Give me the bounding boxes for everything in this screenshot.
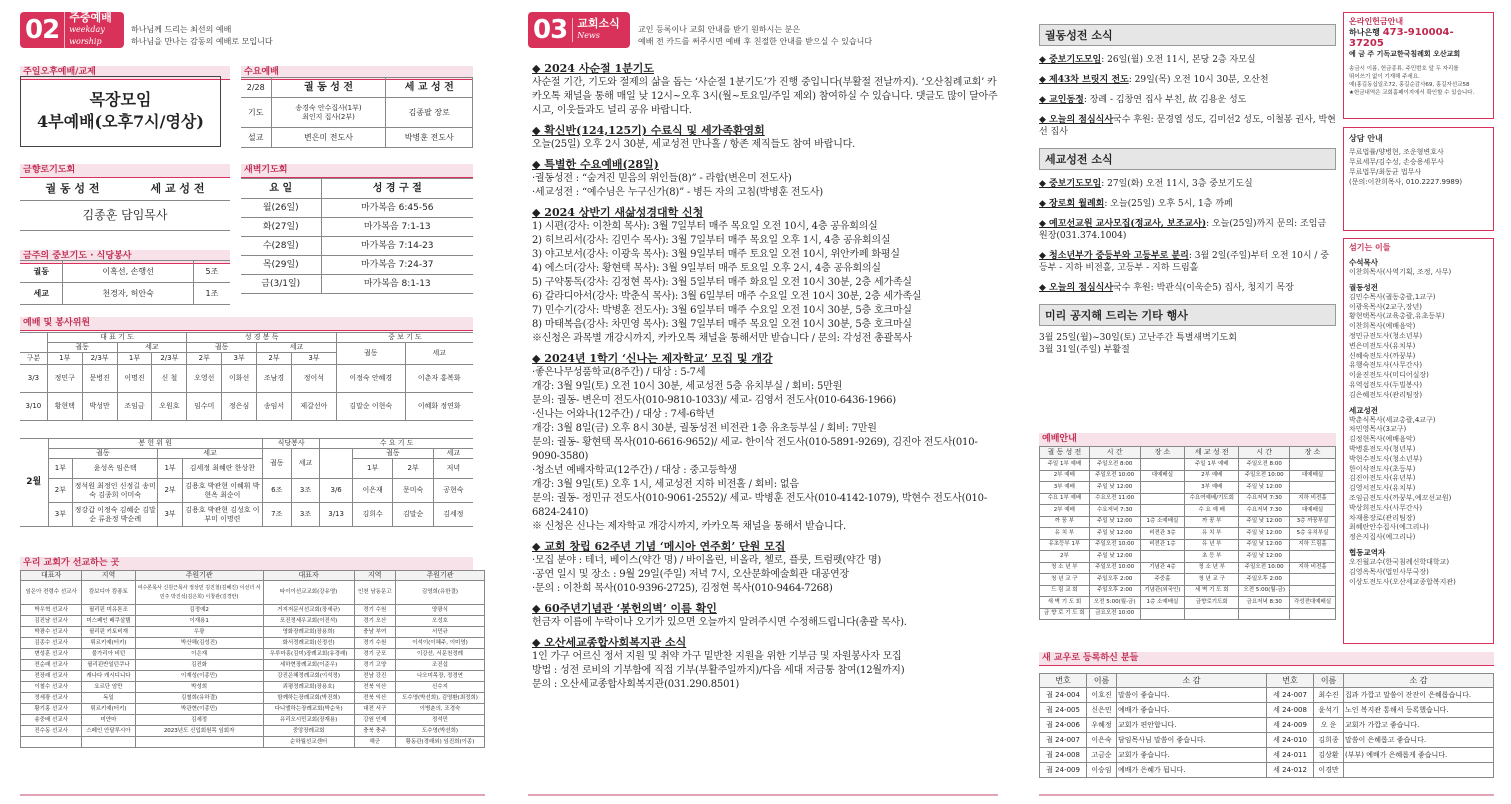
section-title-en: weekday worship [69,25,105,46]
news-item: ◆ 제43차 브릿지 전도: 29일(목) 오전 10시 30분, 오산천 [1039,75,1269,85]
news-item: ◆ 중보기도모임: 27일(화) 오전 11시, 3층 중보기도실 [1039,179,1253,189]
counsel-box: 상담 안내 무료법률/양병현, 조운형변호사 무료세무/김수성, 손승용세무사 무료법무/최동균 법무사 (문의:이찬희목사, 010.2227.9989) [1343,127,1494,231]
article-text: 5) 구약통독(강사: 김정현 목사): 3월 5일부터 매주 화요일 오전 10시 30분, 2층 세가족실 [532,277,912,288]
staff-item: 박춘식목사(세교총괄,4교구) [1349,415,1436,424]
section-badge [528,12,630,48]
article-text: 3) 야고보서(강사: 이광욱 목사): 3월 9일부터 매주 토요일 오전 10시, 위안카페 화평실 [532,249,900,260]
news-item: ◆ 오늘의 점심식사국수 후원: 문경열 성도, 김미선2 성도, 이철봉 권사, 박현선 집사 [1039,115,1336,137]
table-row: 수요 1부 예배 수요오전 11:00 수요여예배/기도회 수요저녁 7:30 지하 비전홀 [1040,493,1336,505]
article-heading: ◆ 2024 사순절 1분기도 [532,62,654,75]
article-text: 문의 : 오산세교종합사회복지관(031.290.8501) [532,679,740,690]
article-text: ·문의 : 이찬희 목사(010-9396-2725), 김정현 목사(010-9464-7268) [532,583,833,594]
article-text: ·신나는 어와나(12주간) / 대상 : 7세-6학년 [532,409,715,420]
staff-item: 이윤진전도사(미디어실장) [1349,371,1429,380]
article-text: 1인 가구 어르신 정서 지원 및 취약 가구 밑반찬 지원을 위한 기부금 및 자원봉사자 모집 [532,651,902,662]
staff-item: 이광욱목사(2교구,장년) [1349,302,1422,311]
article-text: 문의: 궐동- 변은미 전도사(010-9810-1033)/ 세교- 김영서 전도사(010-6436-1966) [532,395,896,406]
article-heading: ◆ 2024 상반기 새삶성경대학 신청 [532,206,704,219]
table-row: 새 벽 기 도 회 오전 5:00(월-금) 1층 소예배실 금향로기도회 금요저녁 8:30 각성전대예배실 [1040,597,1336,609]
wed-section-title: 수요예배 [241,66,473,80]
article-text: 방법 : 성전 로비의 기부함에 직접 기부(부활주일까지)/다음 세대 저금통 참여(12월까지) [532,665,905,676]
staff-group-title: 세교성전 [1349,405,1378,415]
staff-item: 최혜란안수집사(예그리나) [1349,523,1429,532]
staff-item: 김영서전도사(유치부) [1349,484,1416,493]
section-title: 교회소식 [577,17,620,30]
page-03-news [528,0,998,804]
article-text: 1) 시편(강사: 이찬희 목사): 3월 7일부터 매주 목요일 오전 10시, 4층 공유회의실 [532,221,878,232]
upcoming-event: 3월 31일(주일) 부활절 [1039,345,1130,355]
wed-table: 2/28 궐 동 성 전 세 교 성 전 기도 송경숙 안수집사(1부) 최인지 집사(2부) 김종팔 장로 설교 변은미 전도사 박병훈 전도사 [241,77,473,148]
article-text: ※ 신청은 신나는 제자학교 개강시까지, 카카오톡 채널을 통해서 받습니다. [532,521,846,532]
table-row: 주일 1부 예배 주일오전 8:00 주일 1부 예배 주일오전 8:00 [1040,459,1336,471]
staff-item: 박병훈전도사(청년부) [1349,444,1416,453]
fri-section-title: 금향로기도회 [20,164,230,178]
article-heading: ◆ 2024년 1학기 ‘신나는 제자학교’ 모집 및 개강 [532,352,773,365]
segyo-news-list [1039,178,1336,294]
article-text: ·좋은나무성품학교(8주간) / 대상 : 5-7세 [532,367,706,378]
online-offering-box: 온라인헌금안내 하나은행 473-910004-37205 예 금 주 기독교한국침례회 오산교회 송금시 이름, 헌금종류, 주민번호 앞 두 자리를 뛰어쓰기 없이 기재해 주세요. 예)홍길동십일조72, 홍길순감사69, 홍길자선교58 ★헌금내역은 교회홈페이지에서 확인할 수 있습니다. [1343,12,1494,119]
staff-group-title: 궐동성전 [1349,282,1378,292]
table-row: 까 꿍 부 주일 낮 12:00 1층 소예배실 까 꿍 부 주일 낮 12:00 3층 까꿍부실 [1040,516,1336,528]
table-row: 청 년 교 구 주일오후 2:00 주중홀 청 년 교 구 주일오후 2:00 [1040,574,1336,586]
article-text: ·청소년 예배자학교(12주간) / 대상 : 중고등학생 [532,465,737,476]
staff-item: 신혜숙전도사(까꿍부) [1349,351,1416,360]
staff-item: 변은미전도사(유치부) [1349,341,1416,350]
staff-item: 황현택목사(교육총괄,유초등부) [1349,312,1445,321]
page-number: 02 [25,15,60,45]
article-text: 7) 민수기(강사: 박병훈 전도사): 3월 6일부터 매주 수요일 오전 10시 30분, 5층 호크마실 [532,305,912,316]
staff-item: 김진아전도사(유년부) [1349,474,1416,483]
staff-item: 오진월교수(한국침례신학대학교) [1349,557,1450,566]
table-row: 유 치 부 주일 낮 12:00 비전관 3층 유 치 부 주일 낮 12:00 5층 유치부실 [1040,528,1336,540]
table-row: 궐 24-006 우혜정 교회가 편안합니다. 세 24-009 오 운 교회가 가깝고 좋습니다. [1040,718,1494,733]
article-text: 6) 갈라디아서(강사: 박춘식 목사): 3월 6일부터 매주 수요일 오전 10시 30분, 2층 세가족실 [532,291,922,302]
article-heading: ◆ 60주년기념관 ‘봉헌의벽’ 이름 확인 [532,602,717,615]
new-members-table: 번호 이름 소 감 번호 이름 소 감 궐 24-004 이호진 말씀이 좋습니다. 세 24-007 최수진 집과 가깝고 말씀이 잔잔이 은혜롭습니다. 궐 24-005 신은민 예배가 좋습니다. 세 24-008 윤석기 노인 복지관 통해서 등록했습니다. 궐 24-006 우혜정 교회가 편안합니다. 세 24-009 오 운 교회가 가깝고 좋습니다. 궐 24-007 이은숙 담임목사님 말씀이 좋습니다. 세 24-010 김희종 말씀이 은혜롭고 좋습니다. 궐 24-008 고금순 교회가 좋습니다. 세 24-011 김상환 (부부) 예배가 은혜롭게 좋습니다. 궐 24-009 이승임 예배가 은혜가 됩니다. 세 24-012 이경만 [1039,673,1494,778]
article-text: 8) 마태복음(강사: 차민영 목사): 3월 7일부터 매주 목요일 오전 10시 30분, 5층 호크마실 [532,319,912,330]
table-row: 청 소 년 부 주일오전 10:00 기념관 4층 청 소 년 부 주일오전 10:00 지하 비전홀 [1040,562,1336,574]
new-members-title: 새 교우로 등록하신 분들 [1039,652,1494,666]
news-item: ◆ 오늘의 점심식사국수 후원: 박관식(이욱순5) 집사, 청지기 목장 [1039,283,1294,293]
page-number: 03 [533,15,568,45]
staff-item: 차민영목사(3교구) [1349,425,1407,434]
article-heading: ◆ 교회 창립 62주년 기념 ‘메시아 연주회’ 단원 모집 [532,540,786,553]
article-text: ·궐동성전 : “숨겨진 믿음의 위인들(8)” - 라합(변은미 전도사) [532,173,792,184]
article-text: 사순절 기간, 기도와 절제의 삶을 돕는 ‘사순절 1분기도’가 진행 중입니다(부활절 전날까지). ‘오산침례교회’ 카카오톡 채널을 통해 매일 낮 12시~오후 3시(월~토요일/주일 제외) 참여하실 수 있습니다. 댓글도 많이 달아주시고, 이웃들과도 널리 공유 바랍니다. [532,77,998,116]
staff-item: 이찬희목사(사역기획, 조정, 사무) [1349,268,1452,276]
worship-guide-table: 궐 동 성 전 시 간 장 소 세 교 성 전 시 간 장 소 주일 1부 예배 주일오전 8:00 주일 1부 예배 주일오전 8:00 2부 예배 주일오전 10:00 대예배실 2부 예배 주일오전 10:00 대예배실 3부 예배 주일 낮 12:00 3부 예배 주일 낮 12:00 수요 1부 예배 수요오전 11:00 수요여예배/기도회 수요저녁 7:30 지하 비전홀 2부 예배 수요저녁 7:30 수 요 예 배 수요저녁 7:30 대예배실 까 꿍 부 주일 낮 12:00 1층 소예배실 까 꿍 부 주일 낮 12:00 3층 까꿍부실 유 치 부 주일 낮 12:00 비전관 3층 유 치 부 주일 낮 12:00 5층 유치부실 유초등부 1부 주일오전 10:00 비전관 1층 유 년 부 주일 낮 12:00 지하 드림홀 2부 주일 낮 12:00 초 등 부 주일 낮 12:00 청 소 년 부 주일오전 10:00 기념관 4층 청 소 년 부 주일오전 10:00 지하 비전홀 청 년 교 구 주일오후 2:00 주중홀 청 년 교 구 주일오후 2:00 드 림 교 회 주일오후 2:00 기념관(외국인) 세 벽 기 도 회 오전 5:00(월-금) 새 벽 기 도 회 오전 5:00(월-금) 1층 소예배실 금향로기도회 금요저녁 8:30 각성전대예배실 금 향 로 기 도 회 금요오전 10:00 [1039,446,1336,620]
header-desc: 하나님께 드리는 최선의 예배 하나님을 만나는 감동의 예배로 모입니다 [131,25,273,46]
campus-news [1039,24,1336,356]
staff-item: 이상도전도사(오산세교종합복지관) [1349,577,1456,586]
header-desc: 교인 등록이나 교회 안내를 받기 원하시는 분은 예배 전 카드를 써주시면 예배 후 친절한 안내를 받으실 수 있습니다 [638,25,873,46]
section-title-en: News [577,31,600,40]
gwoldong-news-list [1039,54,1336,138]
meal-section-title: 금주의 중보기도 · 식당봉사 [20,250,230,264]
mission-table: 대표자 지역 주원기관 대표자 지역 주원기관 임은아 전령수 선교사 캄보디아 캄퐁토 여수론목사 신원근목사 정상민 김진철(김혜진) 이선녀 서민주 박진석(김은희) 이창관(김경란) 타이이선교교회(강유영) 인천 남동문고 김영희(유한결) 박우혁 선교사 필리핀 미유톤조 김정예2 거지저문서선교회(장세규) 경기 수원 양광식 김진남 선교사 미스페인 베쿠살템 이재용1 포진정세우교회(이진석) 경기 오산 오성호 박광수 선교사 필리핀 키토비재 우광 영화장례교회(장용희) 충남 부여 서민규 김종수 선교사 튀르키예(터키) 박산해(김성진) 화서정례교회(신정선) 경기 수원 이석이(이혜주, 이미영) 변성훈 선교사 불가리아 비턴 이은재 우루마흥(김미)장례교회(유경래) 경기 군포 이강선, 서문천정례 전순래 선교사 필리핀반일턴쿠나 김진화 세하현장례교회(이준우) 경기 고양 조진섭 전장래 선교사 캐나다 캐시디니다 이재성(이종민) 강진은혜정례교회(이석정) 전남 강진 나오미목장, 정경연 이철수 선교사 요르단 암만 박성희 쾨평정례교회(장용호) 전북 익산 신수지 정세광 선교사 독일 김철희(유하결) 함께하는장례교회(박진희) 전북 익산 도수영(박선희), 김영환(최정희) 황기홍 선교사 튀르키예(터키) 박관현(이종민) 다니엘하는장례교회(박순욱) 대전 서구 이병춘의, 조경숙 송중배 선교사 미얀마 김세정 유리오시민교회(장재용) 강원 인제 정석민 진수동 선교사 스페인 안달루시아 2023년도 신입회원목 임회자 중앙장례교회 충북 충주 도수영(박선희) 순하월선교센터 해군 황동관(경래외) 임진희(이종) [20,570,485,748]
news-item: ◆ 장로회 월례회: 오늘(25일) 오후 5시, 1층 까페 [1039,199,1233,209]
staff-box: 섬기는 이들 수석목사 이찬희목사(사역기획, 조정, 사무) 궐동성전 김민수목사(궐동총괄,1교구) 이광욱목사(2교구,장년) 황현택목사(교육총괄,유초등부) 이찬희목사(예배음악) 정민규전도사(청소년부) 변은미전도사(유치부) 신혜숙전도사(까꿍부) 유행숙전도사(사무간사) 이윤진전도사(미디어실장) 유역섭전도사(두빌봉사) 김은혜전도사(관리팀장) 세교성전 박춘식목사(세교총괄,4교구) 차민영목사(3교구) 김정현목사(예배음악) 박병훈전도사(청년부) 박현수전도사(청소년부) 한이삭전도사(초등부) 김진아전도사(유년부) 김영서전도사(유치부) 조임금전도사(까꿍부,예꼬선교원) 박상희전도사(사무간사) 차재용장로(관리팀장) 최혜란안수집사(예그리나) 정은지집사(예그리나) 협동교역자 오진월교수(한국침례신학대학교) 김영옥목사(법인사무국장) 이상도전도사(오산세교종합복지관) [1343,238,1494,644]
fri-table: 궐 동 성 전 세 교 성 전 김종훈 담임목사 [20,178,230,231]
article-text: 문의: 궐동- 황현택 목사(010-6616-9652)/ 세교- 한이삭 전도사(010-5891-9269), 김진아 전도사(010-9090-3580) [532,437,978,462]
sunday-box: 목장모임 4부예배(오후7시/영상) [20,76,221,147]
usher-table: 2월 봉 헌 위 원 식당봉사 수 요 기 도 궐동 세교 궐동 세교 궐동 세교 1부 윤성옥 임은택 1부 김세정 최혜란 한상찬 1부 2부 저녁 2부 정석원 최정인 신정길 송미숙 김종희 이미숙 2부 김용호 박관현 이혜휘 박현옥 최순이 6조 3조 3/6 이은재 문미숙 공현숙 3부 정강갑 이정숙 김혜순 김말순 류윤정 박순례 3부 김용호 박관현 김성호 이부미 이명련 7조 3조 3/13 김희수 김말순 김세정 [20,438,473,527]
staff-item: 유역섭전도사(두빌봉사) [1349,380,1423,389]
staff-group-title: 협동교역자 [1349,547,1386,557]
staff-item: 박현수전도사(청소년부) [1349,454,1423,463]
article-heading: ◆ 특별한 수요예배(28일) [532,158,659,171]
article-text: ·공연 일시 및 장소 : 9월 29일(주일) 저녁 7시, 오산문화예술회관 대공연장 [532,569,849,580]
dawn-section-title: 새벽기도회 [241,164,473,178]
table-row: 궐 24-004 이호진 말씀이 좋습니다. 세 24-007 최수진 집과 가깝고 말씀이 잔잔이 은혜롭습니다. [1040,688,1494,703]
staff-item: 한이삭전도사(초등부) [1349,464,1416,473]
staff-item: 조임금전도사(까꿍부,예꼬선교원) [1349,493,1452,502]
article-text: ·모집 분야 : 테너, 베이스(약간 명) / 바이올린, 비올라, 첼로, 플룻, 트럼펫(약간 명) [532,555,882,566]
page-03-footer-line [528,794,998,796]
table-row: 궐 24-005 신은민 예배가 좋습니다. 세 24-008 윤석기 노인 복지관 통해서 등록했습니다. [1040,703,1494,718]
news-item: ◆ 중보기도모임: 26일(월) 오전 11시, 본당 2층 자모실 [1039,55,1256,65]
dawn-table: 요 일 성 경 구 절 월(26일) 마가복음 6:45-56 화(27일) 마가복음 7:1-13 수(28일) 마가복음 7:14-23 목(29일) 마가복음 7:24-37 금(3/1일) 마가복음 8:1-13 [241,178,473,294]
staff-item: 차재용장로(관리팀장) [1349,513,1416,522]
news-item: ◆ 예꼬선교원 교사모집(정교사, 보조교사): 오늘(25일)까지 문의: 조임금 원장(031.374.1004) [1039,219,1327,241]
article-heading: ◆ 오산세교종합사회복지관 소식 [532,636,687,649]
segyo-news-title: 세교성전 소식 [1039,148,1336,170]
service-table: 대 표 기 도 성 경 봉 독 중 보 기 도 궐동 세교 궐동 세교 궐동 세교 구분 1부 2/3부 1부 2/3부 2부 3부 2부 3부 3/3 정민구 문병진 이명진 신 철 오영선 이화선 조남경 정이석 이정숙 안혜경 이춘자 홍복화 3/10 황현택 박성만 조임금 오원호 임수미 정은심 송임서 제갈선아 김말순 이현숙 이혜화 정연화 [20,332,473,421]
staff-item: 정민규전도사(청소년부) [1349,331,1423,340]
table-row: 궐 24-008 고금순 교회가 좋습니다. 세 24-011 김상환 (부부) 예배가 은혜롭게 좋습니다. [1040,748,1494,763]
table-row: 2부 예배 수요저녁 7:30 수 요 예 배 수요저녁 7:30 대예배실 [1040,505,1336,517]
staff-item: 김민수목사(궐동총괄,1교구) [1349,292,1436,301]
table-row: 궐 24-009 이승임 예배가 은혜가 됩니다. 세 24-012 이경만 [1040,763,1494,778]
staff-item: 이찬희목사(예배음악) [1349,322,1416,331]
news-item: ◆ 교인동정: 장례 - 김창연 집사 부친, 故 김용운 성도 [1039,95,1247,105]
staff-item: 박상희전도사(사무간사) [1349,503,1423,512]
table-row: 3부 예배 주일 낮 12:00 3부 예배 주일 낮 12:00 [1040,482,1336,494]
staff-item: 김은혜전도사(관리팀장) [1349,390,1423,399]
upcoming-event: 3월 25일(월)~30일(토) 고난주간 특별새벽기도회 [1039,333,1237,343]
staff-item: 김정현목사(예배음악) [1349,435,1416,444]
service-section-title: 예배 및 봉사위원 [20,317,473,331]
upcoming-events-title: 미리 공지해 드리는 기타 행사 [1039,304,1336,326]
mission-section-title: 우리 교회가 선교하는 곳 [20,557,473,571]
news-articles [532,56,998,692]
article-text: 개강: 3월 8일(금) 오후 8시 30분, 궐동성전 비전관 1층 유초등부실 / 회비: 7만원 [532,423,877,434]
article-text: 헌금자 이름에 누락이나 오기가 있으면 오늘까지 알려주시면 수정해드립니다(총괄 목사). [532,617,907,628]
table-row: 금 향 로 기 도 회 금요오전 10:00 [1040,608,1336,620]
sunday-section-title: 주일오후예배/교제 [20,66,230,80]
article-text: 2) 히브리서(강사: 김민수 목사): 3월 7일부터 매주 목요일 오후 1시, 4층 공유회의실 [532,235,891,246]
page-02 [0,0,492,804]
table-row: 유초등부 1부 주일오전 10:00 비전관 1층 유 년 부 주일 낮 12:00 지하 드림홀 [1040,539,1336,551]
article-text: ※신청은 과목별 개강시까지, 카카오톡 채널을 통해서만 받습니다 / 문의: 각성전 총괄목사 [532,333,913,344]
article-text: 4) 에스더(강사: 황현택 목사): 3월 9일부터 매주 토요일 오후 2시, 4층 공유회의실 [532,263,881,274]
worship-guide-title: 예배안내 [1039,433,1336,447]
table-row: 2부 예배 주일오전 10:00 대예배실 2부 예배 주일오전 10:00 대예배실 [1040,470,1336,482]
section-badge [20,12,124,48]
staff-item: 정은지집사(예그리나) [1349,533,1416,542]
staff-item: 유행숙전도사(사무간사) [1349,361,1423,370]
staff-group-title: 수석목사 [1349,258,1378,267]
gwoldong-news-title: 궐동성전 소식 [1039,24,1336,46]
page-03-right-footer-line [1039,794,1494,796]
article-text: 개강: 3월 9일(토) 오전 10시 30분, 세교성전 5층 유치부실 / 회비: 5만원 [532,381,843,392]
table-row: 드 림 교 회 주일오후 2:00 기념관(외국인) 세 벽 기 도 회 오전 5:00(월-금) [1040,585,1336,597]
article-heading: ◆ 확신반(124,125기) 수료식 및 세가족환영회 [532,124,765,137]
page-02-footer-line [20,794,485,796]
meal-table: 궐동 이혹선, 손행선 5조 세교 천경자, 허안숙 1조 [20,260,230,305]
table-row: 2부 주일 낮 12:00 초 등 부 주일 낮 12:00 [1040,551,1336,563]
section-title: 주중예배 [69,11,112,24]
article-text: ·세교성전 : “예수님은 누구신가(8)” - 병든 자의 고침(박병훈 전도사) [532,187,823,198]
article-text: 문의: 궐동- 정민규 전도사(010-9061-2552)/ 세교- 박병훈 전도사(010-4142-1079), 박현수 전도사(010-6824-2410) [532,493,988,518]
table-row: 궐 24-007 이은숙 담임목사님 말씀이 좋습니다. 세 24-010 김희종 말씀이 은혜롭고 좋습니다. [1040,733,1494,748]
article-text: 오늘(25일) 오후 2시 30분, 세교성전 만나홀 / 항존 제직들도 참여 바랍니다. [532,139,856,150]
staff-item: 김영옥목사(법인사무국장) [1349,567,1429,576]
news-item: ◆ 청소년부가 중등부와 고등부로 분리: 3월 2일(주일)부터 오전 10시 / 중등부 - 지하 비전홀, 고등부 - 지하 드림홀 [1039,251,1329,273]
article-text: 개강: 3월 9일(토) 오후 1시, 세교성전 지하 비전홀 / 회비: 없음 [532,479,799,490]
